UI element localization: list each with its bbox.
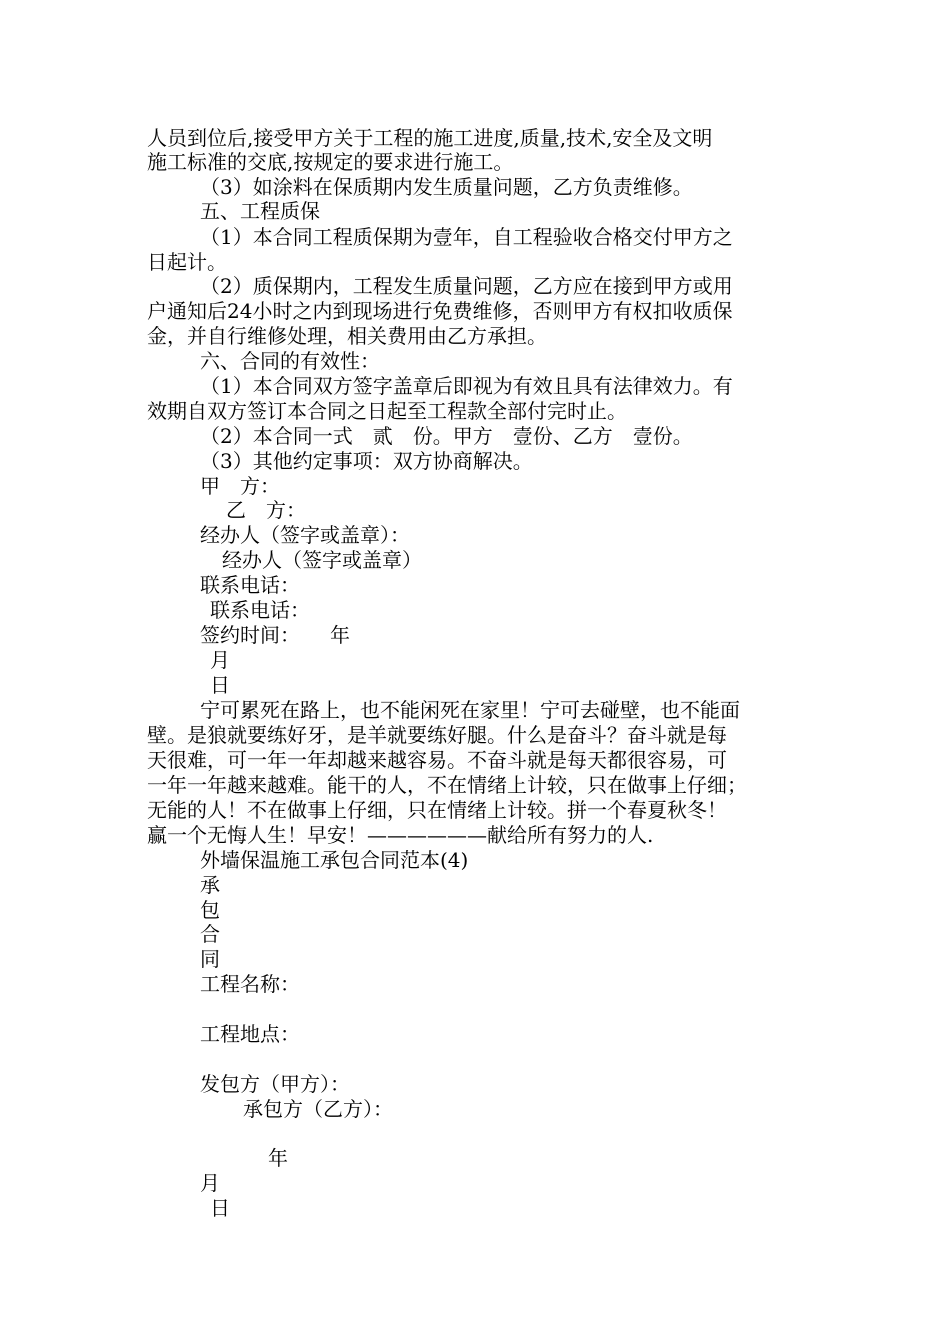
cover-char: 承	[200, 873, 220, 897]
text-line: 一年一年越来越难。能干的人，不在情绪上计较，只在做事上仔细；	[147, 773, 747, 797]
project-name-label: 工程名称：	[200, 972, 300, 996]
text-line: 户通知后24小时之内到现场进行免费维修，否则甲方有权扣收质保	[147, 299, 733, 323]
text-line: 人员到位后,接受甲方关于工程的施工进度,质量,技术,安全及文明	[147, 126, 713, 150]
text-line: （1）本合同双方签字盖章后即视为有效且具有法律效力。有	[200, 374, 733, 398]
text-line: （3）其他约定事项：双方协商解决。	[200, 449, 533, 473]
phone-label: 联系电话：	[210, 598, 310, 622]
phone-label: 联系电话：	[200, 573, 300, 597]
text-line: 效期自双方签订本合同之日起至工程款全部付完时止。	[147, 399, 627, 423]
text-line: 宁可累死在路上，也不能闲死在家里！宁可去碰壁，也不能面	[200, 698, 740, 722]
section-heading: 五、工程质保	[200, 199, 320, 223]
section-heading: 六、合同的有效性：	[200, 349, 380, 373]
sign-date-label: 签约时间： 年	[200, 623, 350, 647]
cover-char: 同	[200, 947, 220, 971]
text-line: （3）如涂料在保质期内发生质量问题，乙方负责维修。	[200, 175, 693, 199]
text-line: 施工标准的交底,按规定的要求进行施工。	[147, 150, 514, 174]
signature-party-a: 甲 方：	[200, 474, 280, 498]
date-month: 月	[210, 648, 230, 672]
contract-title: 外墙保温施工承包合同范本(4)	[200, 848, 469, 872]
project-location-label: 工程地点：	[200, 1022, 300, 1046]
text-line: （1）本合同工程质保期为壹年，自工程验收合格交付甲方之	[200, 225, 733, 249]
text-line: （2）质保期内，工程发生质量问题，乙方应在接到甲方或用	[200, 274, 733, 298]
text-line: 天很难，可一年一年却越来越容易。不奋斗就是每天都很容易，可	[147, 748, 727, 772]
signature-party-b: 乙 方：	[226, 498, 306, 522]
cover-date-month: 月	[200, 1171, 220, 1195]
text-line: 无能的人！不在做事上仔细，只在情绪上计较。拼一个春夏秋冬！	[147, 798, 727, 822]
cover-char: 包	[200, 898, 220, 922]
contractor-label: 承包方（乙方）：	[243, 1097, 393, 1121]
text-line: （2）本合同一式 贰 份。甲方 壹份、乙方 壹份。	[200, 424, 693, 448]
cover-date-day: 日	[210, 1196, 230, 1220]
text-line: 日起计。	[147, 250, 227, 274]
text-line: 壁。是狼就要练好牙，是羊就要练好腿。什么是奋斗？奋斗就是每	[147, 723, 727, 747]
text-line: 金，并自行维修处理，相关费用由乙方承担。	[147, 324, 547, 348]
employer-label: 发包方（甲方）：	[200, 1072, 350, 1096]
cover-char: 合	[200, 922, 220, 946]
agent-label: 经办人（签字或盖章）：	[200, 523, 410, 547]
text-line: 赢一个无悔人生！早安！——————献给所有努力的人.	[147, 823, 654, 847]
cover-date-year: 年	[268, 1146, 288, 1170]
date-day: 日	[210, 673, 230, 697]
agent-label: 经办人（签字或盖章）	[222, 548, 422, 572]
